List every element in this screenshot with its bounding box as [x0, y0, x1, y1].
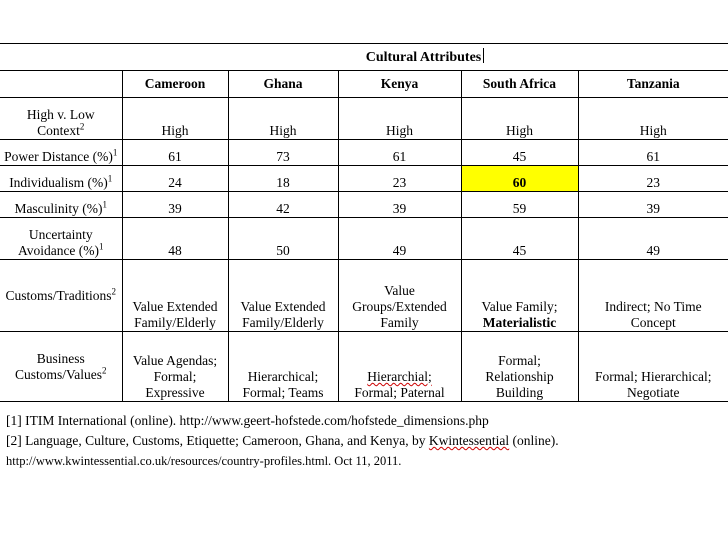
cultural-attributes-table — [0, 43, 728, 402]
corner-cell — [0, 71, 122, 98]
table-cell: High — [122, 98, 228, 140]
table-cell: Hierarchical; Formal; Teams — [228, 332, 338, 402]
row-label-uncertainty-avoidance: Uncertainty Avoidance (%)$^1$ — [0, 218, 122, 260]
table-cell: 42 — [228, 192, 338, 218]
row-label-masculinity: Masculinity (%)$^1$ — [0, 192, 122, 218]
highlighted-cell: 60 — [461, 166, 578, 192]
table-cell: Value Extended Family/Elderly — [228, 260, 338, 332]
table-cell: High — [578, 98, 728, 140]
table-cell: Value Extended Family/Elderly — [122, 260, 228, 332]
column-header-tanzania: Tanzania — [578, 71, 728, 98]
table-cell: 61 — [122, 140, 228, 166]
table-title: Cultural Attributes — [365, 50, 482, 65]
column-header-ghana: Ghana — [228, 71, 338, 98]
table-cell: Formal; Relationship Building — [461, 332, 578, 402]
table-title-cell — [122, 44, 728, 71]
table-cell: 39 — [122, 192, 228, 218]
table-cell: Value Family; Materialistic — [461, 260, 578, 332]
table-cell: 59 — [461, 192, 578, 218]
table-cell: 45 — [461, 218, 578, 260]
table-cell: 39 — [338, 192, 461, 218]
table-cell: 49 — [578, 218, 728, 260]
row-label-customs-traditions: Customs/Traditions$^2$ — [0, 260, 122, 332]
table-cell: 23 — [338, 166, 461, 192]
reference-2: [2] Language, Culture, Customs, Etiquette; Cameroon, Ghana, and Kenya, by Kwintessential (online). — [6, 433, 559, 448]
row-label-power-distance: Power Distance (%)$^1$ — [0, 140, 122, 166]
row-label-context: High v. Low Context$^2$ — [0, 98, 122, 140]
table-cell: Hierarchial; Formal; Paternal — [338, 332, 461, 402]
column-header-cameroon: Cameroon — [122, 71, 228, 98]
row-label-business-customs: Business Customs/Values$^2$ — [0, 332, 122, 402]
table-cell: High — [338, 98, 461, 140]
table-cell: 61 — [578, 140, 728, 166]
reference-1: [1] ITIM International (online). http://www.geert-hofstede.com/hofstede_dimensions.php — [6, 413, 489, 428]
table-cell: Value Groups/Extended Family — [338, 260, 461, 332]
row-label-individualism: Individualism (%)$^1$ — [0, 166, 122, 192]
table-cell: 61 — [338, 140, 461, 166]
table-cell: 73 — [228, 140, 338, 166]
table-cell: Indirect; No Time Concept — [578, 260, 728, 332]
table-cell: 24 — [122, 166, 228, 192]
table-cell: High — [461, 98, 578, 140]
column-header-south-africa: South Africa — [461, 71, 578, 98]
table-cell: 50 — [228, 218, 338, 260]
reference-2-link[interactable]: Kwintessential — [428, 433, 510, 448]
table-cell: 39 — [578, 192, 728, 218]
references — [6, 411, 722, 471]
table-cell: High — [228, 98, 338, 140]
table-cell: 18 — [228, 166, 338, 192]
reference-3: http://www.kwintessential.co.uk/resources/country-profiles.html. Oct 11, 2011. — [6, 454, 402, 468]
table-cell: 48 — [122, 218, 228, 260]
table-title-spacer — [0, 44, 122, 71]
table-cell: Formal; Hierarchical; Negotiate — [578, 332, 728, 402]
table-cell: 23 — [578, 166, 728, 192]
table-cell: 45 — [461, 140, 578, 166]
table-cell: Value Agendas; Formal; Expressive — [122, 332, 228, 402]
column-header-kenya: Kenya — [338, 71, 461, 98]
text-cursor — [483, 48, 484, 63]
table-cell: 49 — [338, 218, 461, 260]
